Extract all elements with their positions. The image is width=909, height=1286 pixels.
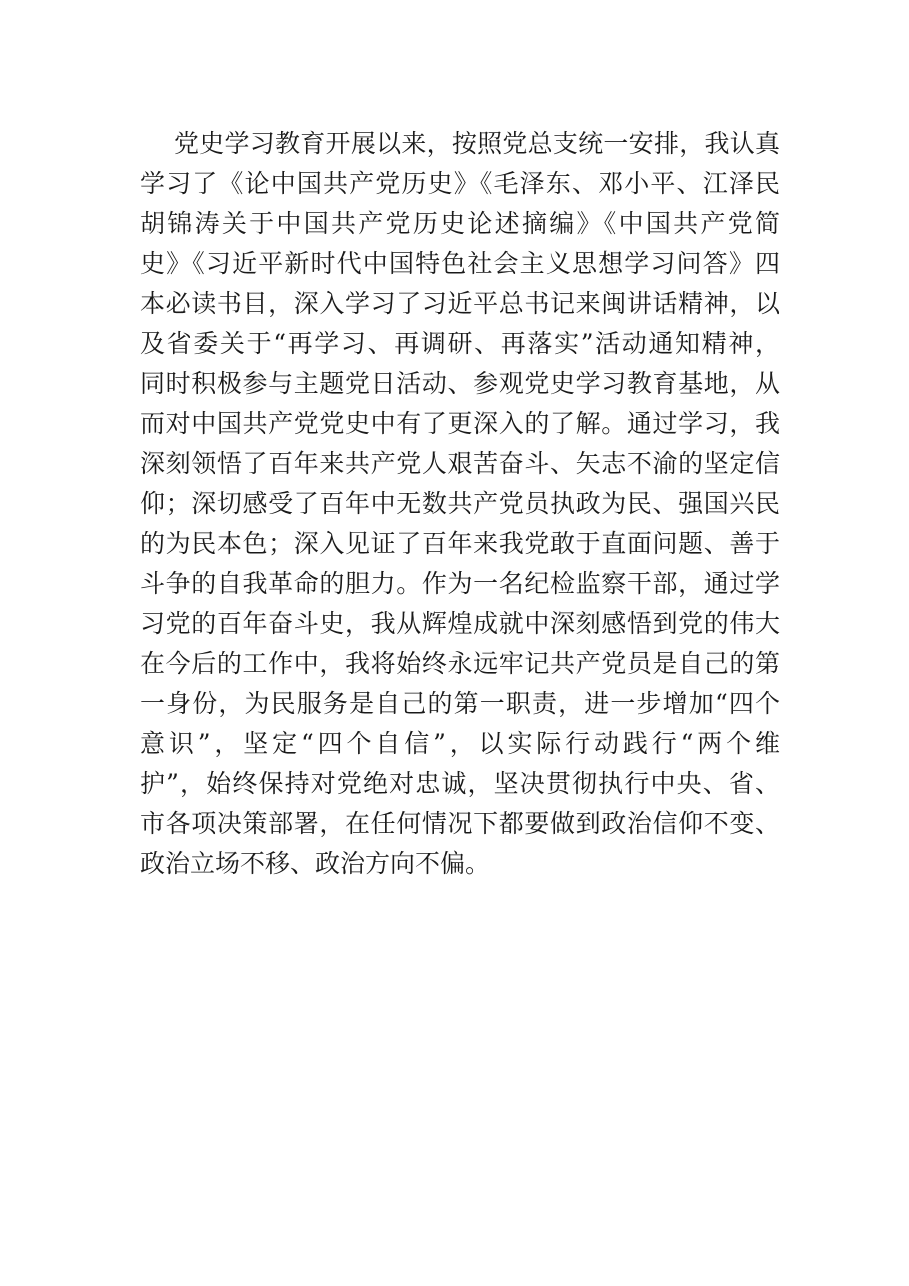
paragraph-line: 护”，始终保持对党绝对忠诚，坚决贯彻执行中央、省、 xyxy=(140,769,780,798)
paragraph-line: 及省委关于“再学习、再调研、再落实”活动通知精神， xyxy=(140,329,780,358)
paragraph-line: 党史学习教育开展以来，按照党总支统一安排，我认真 xyxy=(174,129,780,158)
paragraph-line: 学习了《论中国共产党历史》《毛泽东、邓小平、江泽民 xyxy=(140,169,780,198)
paragraph-line: 意识”，坚定“四个自信”，以实际行动践行“两个维 xyxy=(140,729,780,758)
paragraph-line: 市各项决策部署，在任何情况下都要做到政治信仰不变、 xyxy=(140,809,780,838)
paragraph-line: 而对中国共产党党史中有了更深入的了解。通过学习，我 xyxy=(140,409,780,438)
paragraph-line: 深刻领悟了百年来共产党人艰苦奋斗、矢志不渝的坚定信 xyxy=(140,449,780,478)
paragraph-line: 的为民本色；深入见证了百年来我党敢于直面问题、善于 xyxy=(140,529,780,558)
paragraph-line: 习党的百年奋斗史，我从辉煌成就中深刻感悟到党的伟大 xyxy=(140,609,780,638)
paragraph-line: 同时积极参与主题党日活动、参观党史学习教育基地，从 xyxy=(140,369,780,398)
paragraph-line: 本必读书目，深入学习了习近平总书记来闽讲话精神，以 xyxy=(140,289,780,318)
paragraph-line: 在今后的工作中，我将始终永远牢记共产党员是自己的第 xyxy=(140,649,780,678)
paragraph-line: 仰；深切感受了百年中无数共产党员执政为民、强国兴民 xyxy=(140,489,780,518)
body-paragraph xyxy=(140,124,780,884)
paragraph-line: 政治立场不移、政治方向不偏。 xyxy=(140,849,491,878)
paragraph-line: 史》《习近平新时代中国特色社会主义思想学习问答》四 xyxy=(140,249,780,278)
paragraph-line: 斗争的自我革命的胆力。作为一名纪检监察干部，通过学 xyxy=(140,569,780,598)
paragraph-line: 胡锦涛关于中国共产党历史论述摘编》《中国共产党简 xyxy=(140,209,780,238)
paragraph-line: 一身份，为民服务是自己的第一职责，进一步增加“四个 xyxy=(140,689,780,718)
